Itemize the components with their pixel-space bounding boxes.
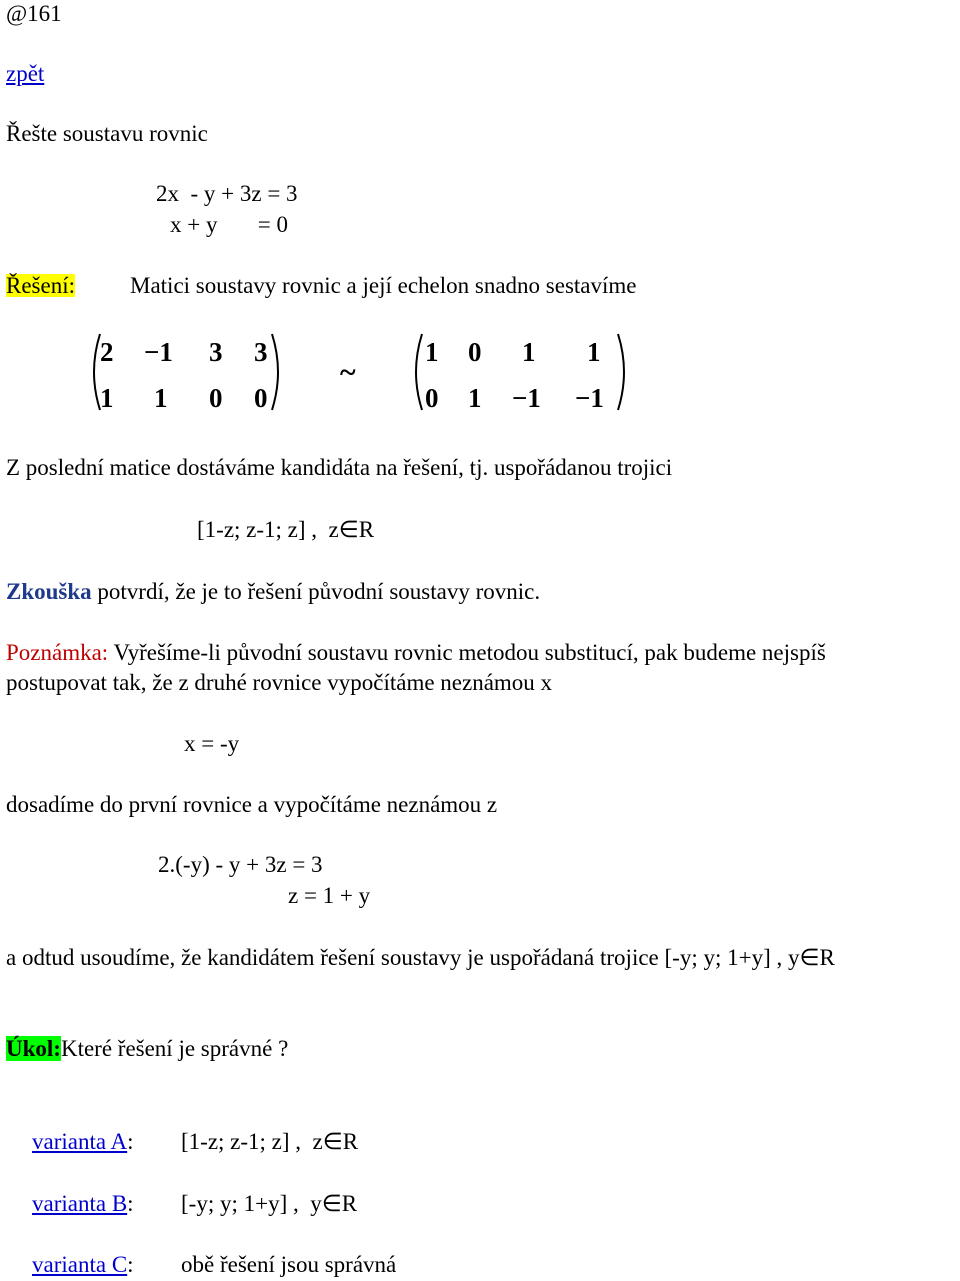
question-line — [6, 1037, 288, 1060]
equation-2: x + y = 0 — [170, 212, 288, 237]
matrix-cell: 0 — [209, 383, 223, 413]
note-expression-2b: z = 1 + y — [288, 883, 371, 908]
option-colon: : — [127, 1252, 134, 1277]
candidate-text: Z poslední matice dostáváme kandidáta na řešení, tj. uspořádanou trojici — [6, 455, 673, 480]
option-colon: : — [127, 1191, 134, 1216]
question-label: Úkol: — [6, 1036, 61, 1061]
note-label: Poznámka: — [6, 640, 109, 665]
option-c-value: obě řešení jsou správná — [181, 1252, 397, 1277]
option-a — [32, 1130, 134, 1153]
matrix-left — [86, 330, 286, 414]
option-b-link[interactable]: varianta B — [32, 1191, 128, 1216]
matrix-cell: 3 — [209, 337, 223, 367]
note-text-2: postupovat tak, že z druhé rovnice vypočítáme neznámou x — [6, 670, 553, 695]
option-a-value: [1-z; z-1; z] , z∈R — [181, 1129, 359, 1154]
matrix-cell: −1 — [575, 383, 604, 413]
check-label: Zkouška — [6, 579, 92, 604]
matrix-cell: 3 — [254, 337, 268, 367]
note-expression-1: x = -y — [184, 731, 240, 756]
option-b-value: [-y; y; 1+y] , y∈R — [181, 1191, 358, 1216]
note-text-4: a odtud usoudíme, že kandidátem řešení soustavy je uspořádaná trojice [-y; y; 1+y] , y∈R — [6, 945, 835, 970]
matrix-cell: 2 — [100, 337, 114, 367]
question-text: Které řešení je správné ? — [60, 1036, 289, 1061]
matrix-right — [410, 330, 630, 414]
tilde-symbol: ~ — [340, 356, 356, 389]
matrix-cell: 1 — [425, 337, 439, 367]
check-line — [6, 580, 540, 603]
matrix-cell: 1 — [587, 337, 601, 367]
note-line-1 — [6, 641, 826, 664]
solution-label: Řešení: — [6, 273, 75, 298]
matrix-cell: 1 — [100, 383, 114, 413]
option-c — [32, 1253, 134, 1276]
candidate-expression: [1-z; z-1; z] , z∈R — [197, 517, 375, 542]
matrix-cell: 0 — [468, 337, 482, 367]
note-expression-2a: 2.(-y) - y + 3z = 3 — [158, 852, 323, 877]
option-colon: : — [127, 1129, 134, 1154]
matrix-cell: 0 — [425, 383, 439, 413]
matrix-cell: 1 — [522, 337, 536, 367]
back-link[interactable]: zpět — [6, 61, 45, 86]
matrix-cell: −1 — [144, 337, 173, 367]
task-title: Řešte soustavu rovnic — [6, 121, 208, 146]
matrix-cell: −1 — [512, 383, 541, 413]
option-c-link[interactable]: varianta C — [32, 1252, 128, 1277]
solution-text: Matici soustavy rovnic a její echelon snadno sestavíme — [130, 273, 637, 298]
note-text-1: Vyřešíme-li původní soustavu rovnic metodou substitucí, pak budeme nejspíš — [108, 640, 826, 665]
matrix-cell: 0 — [254, 383, 268, 413]
option-a-link[interactable]: varianta A — [32, 1129, 128, 1154]
equation-1: 2x - y + 3z = 3 — [156, 181, 298, 206]
check-text: potvrdí, že je to řešení původní soustavy rovnic. — [91, 579, 541, 604]
option-b — [32, 1192, 134, 1215]
matrix-cell: 1 — [154, 383, 168, 413]
page-id: @161 — [6, 1, 62, 26]
note-text-3: dosadíme do první rovnice a vypočítáme neznámou z — [6, 792, 498, 817]
matrix-cell: 1 — [468, 383, 482, 413]
